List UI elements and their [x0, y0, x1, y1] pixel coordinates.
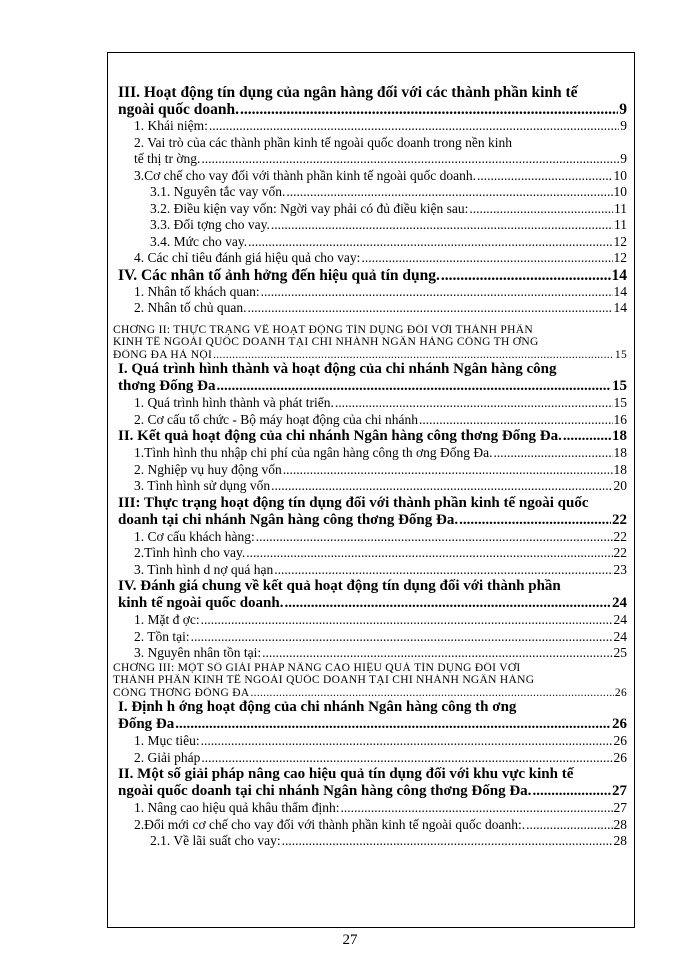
toc-entry: 4. Các chỉ tiêu đánh giá hiệu quả cho vay: ..... 12 [113, 250, 627, 267]
toc-subentry: 3.2. Điều kiện vay vốn: Ngời vay phải có đủ điều kiện sau: ..... 11 [113, 201, 627, 218]
toc-entry: 2. Nhân tố chủ quan. ..... 14 [113, 300, 627, 317]
toc-entry: 1. Mục tiêu: ..... 26 [113, 733, 627, 750]
toc-entry: 1. Nâng cao hiệu quả khâu thẩm định: ..... 27 [113, 800, 627, 817]
toc-entry: 2. Nghiệp vụ huy động vốn ..... 18 [113, 462, 627, 479]
chapter-heading-text: CHƠNG III: MỘT SỐ GIẢI PHÁP NÂNG CAO HIỆU QUẢ TÍN DỤNG ĐỐI VỚI [113, 661, 521, 674]
chapter-heading-text: CHƠNG II: THỰC TRẠNG VỀ HOẠT ĐỘNG TÍN DỤNG ĐỐI VỚI THÀNH PHẦN [113, 323, 533, 336]
toc-entry: 3. Tình hình sử dụng vốn ..... 20 [113, 478, 627, 495]
toc-entry: 1. Khái niệm: ..... 9 [113, 118, 627, 135]
toc-entry: 2. Tồn tại: ..... 24 [113, 629, 627, 646]
toc-heading: II. Kết quả hoạt động của chi nhánh Ngân hàng công thơng Đống Đa. ..... 18 [113, 428, 627, 445]
toc-entry: 1. Cơ cấu khách hàng: ..... 22 [113, 529, 627, 546]
toc-heading: ngoài quốc doanh. ..... 9 [113, 101, 627, 118]
chapter-heading-text: KINH TẾ NGOÀI QUỐC DOANH TẠI CHI NHÁNH NGÂN HÀNG CÔNG TH ƠNG [113, 336, 539, 348]
toc-subentry: 3.3. Đối tợng cho vay. ..... 11 [113, 217, 627, 234]
toc-heading: ngoài quốc doanh tại chi nhánh Ngân hàng công thơng Đống Đa. ..... 27 [113, 783, 627, 800]
toc-heading: doanh tại chi nhánh Ngân hàng công thơng Đống Đa. ..... 22 [113, 512, 627, 529]
toc-entry: 2. Cơ cấu tổ chức - Bộ máy hoạt động của chi nhánh ..... 16 [113, 412, 627, 429]
toc-heading-text: II. Một số giải pháp nâng cao hiệu quả tín dụng đối với khu vực kinh tế [118, 766, 574, 782]
table-of-contents [113, 84, 627, 850]
toc-entry: 3. Tình hình d nợ quá hạn ..... 23 [113, 562, 627, 579]
toc-heading: thơng Đống Đa ..... 15 [113, 378, 627, 395]
toc-heading-text: I. Định h ớng hoạt động của chi nhánh Ngân hàng công th ơng [118, 699, 517, 715]
toc-subentry: 2.1. Về lãi suất cho vay: ..... 28 [113, 833, 627, 850]
toc-heading-text: III. Hoạt động tín dụng của ngân hàng đối với các thành phần kinh tế [118, 84, 578, 101]
toc-entry: tế thị tr ờng. ..... 9 [113, 151, 627, 168]
toc-heading-text: III: Thực trạng hoạt động tín dụng đối với thành phần kinh tế ngoài quốc [118, 494, 589, 511]
chapter-heading: CÔNG THƠNG ĐỐNG ĐA ..... 26 [113, 687, 627, 700]
toc-subentry: 3.4. Mức cho vay. ..... 12 [113, 234, 627, 251]
toc-heading: Đống Đa ..... 26 [113, 716, 627, 733]
toc-entry: 1. Mặt đ ợc: ..... 24 [113, 612, 627, 629]
toc-heading-text: I. Quá trình hình thành và hoạt động của chi nhánh Ngân hàng công [118, 361, 557, 377]
toc-subentry: 3.1. Nguyên tắc vay vốn. ..... 10 [113, 184, 627, 201]
chapter-heading-text: THÀNH PHẦN KINH TẾ NGOÀI QUỐC DOANH TẠI CHI NHÁNH NGÂN HÀNG [113, 674, 535, 686]
toc-entry: 1. Nhân tố khách quan: ..... 14 [113, 284, 627, 301]
chapter-heading: ĐỐNG ĐA HÀ NỘI ..... 15 [113, 349, 627, 362]
toc-entry: 2.Đổi mới cơ chế cho vay đối với thành phần kinh tế ngoài quốc doanh:. ..... 28 [113, 817, 627, 834]
toc-entry: 1. Quá trình hình thành và phát triển. ..... 15 [113, 395, 627, 412]
toc-heading: kinh tế ngoài quốc doanh. ..... 24 [113, 595, 627, 612]
page-number: 27 [342, 932, 358, 948]
toc-entry: 3. Nguyên nhân tồn tại: ..... 25 [113, 645, 627, 662]
toc-entry-text: 2. Vai trò của các thành phần kinh tế ngoài quốc doanh trong nền kinh [134, 134, 513, 150]
toc-heading: IV. Các nhân tố ảnh hởng đến hiệu quả tín dụng. ..... 14 [113, 267, 627, 284]
toc-entry: 2.Tình hình cho vay. ..... 22 [113, 545, 627, 562]
toc-heading-text: IV. Đánh giá chung về kết quả hoạt động tín dụng đối với thành phần [118, 578, 561, 594]
toc-entry: 2. Giải pháp ..... 26 [113, 750, 627, 767]
toc-entry: 3.Cơ chế cho vay đối với thành phần kinh tế ngoài quốc doanh. ..... 10 [113, 168, 627, 185]
toc-entry: 1.Tình hình thu nhập chi phí của ngân hàng công th ơng Đống Đa. ..... 18 [113, 445, 627, 462]
